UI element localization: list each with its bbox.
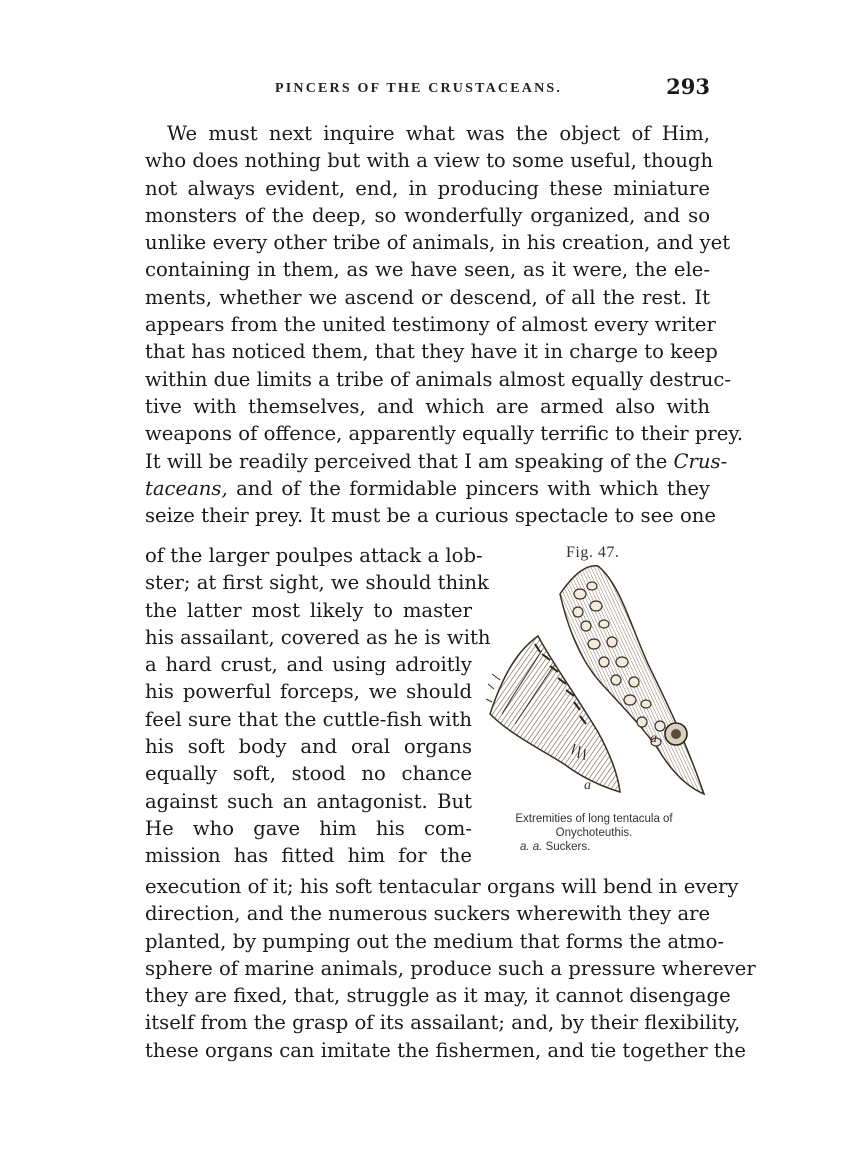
text-line: within due limits a tribe of animals almost equally destruc-: [145, 367, 732, 391]
text-line: We must next inquire what was the object of Him,: [167, 122, 710, 145]
text-fragment: and of the formidable pincers with which they: [227, 476, 710, 500]
text-line: not always evident, end, in producing these miniature: [145, 176, 710, 200]
text-line: seize their prey. It must be a curious spectacle to see one: [145, 504, 717, 528]
text-line: ster; at first sight, we should think: [145, 571, 489, 595]
figure-label: Fig. 47.: [566, 544, 620, 561]
text-line: unlike every other tribe of animals, in his creation, and yet: [145, 231, 731, 255]
text-line: his assailant, covered as he is with: [145, 625, 491, 649]
page-header: [145, 76, 710, 106]
text-line: weapons of offence, apparently equally terrific to their prey.: [145, 422, 744, 446]
text-line: [145, 448, 728, 475]
body-text-top: [145, 120, 744, 529]
text-line: these organs can imitate the fishermen, and tie together the: [145, 1038, 747, 1062]
text-line: direction, and the numerous suckers wherewith they are: [145, 902, 711, 926]
figure-47: [478, 540, 710, 870]
text-line: He who gave him his com-: [145, 816, 472, 840]
caption-key-text: Suckers.: [542, 841, 591, 853]
text-line: the latter most likely to master: [145, 598, 472, 622]
body-text-bottom: [145, 873, 756, 1064]
italic-term: Crus-: [673, 449, 728, 473]
text-line: they are fixed, that, struggle as it may, it cannot disengage: [145, 984, 731, 1008]
caption-line: Extremities of long tentacula of: [515, 813, 673, 825]
text-line: appears from the united testimony of almost every writer: [145, 313, 716, 337]
body-text-column: [145, 542, 491, 870]
caption-key: [478, 840, 710, 854]
text-line: sphere of marine animals, produce such a pressure wherever: [145, 956, 756, 980]
text-line: itself from the grasp of its assailant; and, by their flexibility,: [145, 1011, 741, 1035]
text-line: his soft body and oral organs: [145, 735, 472, 759]
text-line: [145, 475, 710, 502]
text-line: a hard crust, and using adroitly: [145, 653, 472, 677]
page-number: 293: [666, 74, 710, 99]
text-line: against such an antagonist. But: [145, 789, 472, 813]
text-line: containing in them, as we have seen, as it were, the ele-: [145, 258, 710, 282]
caption-key-letters: a. a.: [520, 841, 543, 853]
text-line: that has noticed them, that they have it in charge to keep: [145, 340, 718, 364]
text-line: mission has fitted him for the: [145, 844, 472, 868]
italic-term: taceans,: [145, 476, 228, 500]
text-line: equally soft, stood no chance: [145, 762, 472, 786]
text-line: feel sure that the cuttle-fish with: [145, 707, 472, 731]
text-line: tive with themselves, and which are armed also with: [145, 394, 710, 418]
text-line: of the larger poulpes attack a lob-: [145, 544, 483, 567]
sucker-marker-a: a: [584, 778, 591, 793]
tentacle-illustration: [480, 564, 710, 804]
caption-line: Onychoteuthis.: [555, 827, 633, 839]
text-line: who does nothing but with a view to some useful, though: [145, 149, 714, 173]
text-line: execution of it; his soft tentacular organs will bend in every: [145, 875, 739, 898]
text-line: planted, by pumping out the medium that forms the atmo-: [145, 929, 725, 953]
text-fragment: It will be readily perceived that I am speaking of the: [145, 449, 674, 473]
sucker-marker-a: a: [650, 731, 657, 746]
running-head: PINCERS OF THE CRUSTACEANS.: [275, 81, 563, 96]
text-line: monsters of the deep, so wonderfully organized, and so: [145, 203, 710, 227]
figure-caption: [478, 812, 710, 854]
text-line: his powerful forceps, we should: [145, 680, 472, 704]
text-line: ments, whether we ascend or descend, of all the rest. It: [145, 285, 710, 309]
